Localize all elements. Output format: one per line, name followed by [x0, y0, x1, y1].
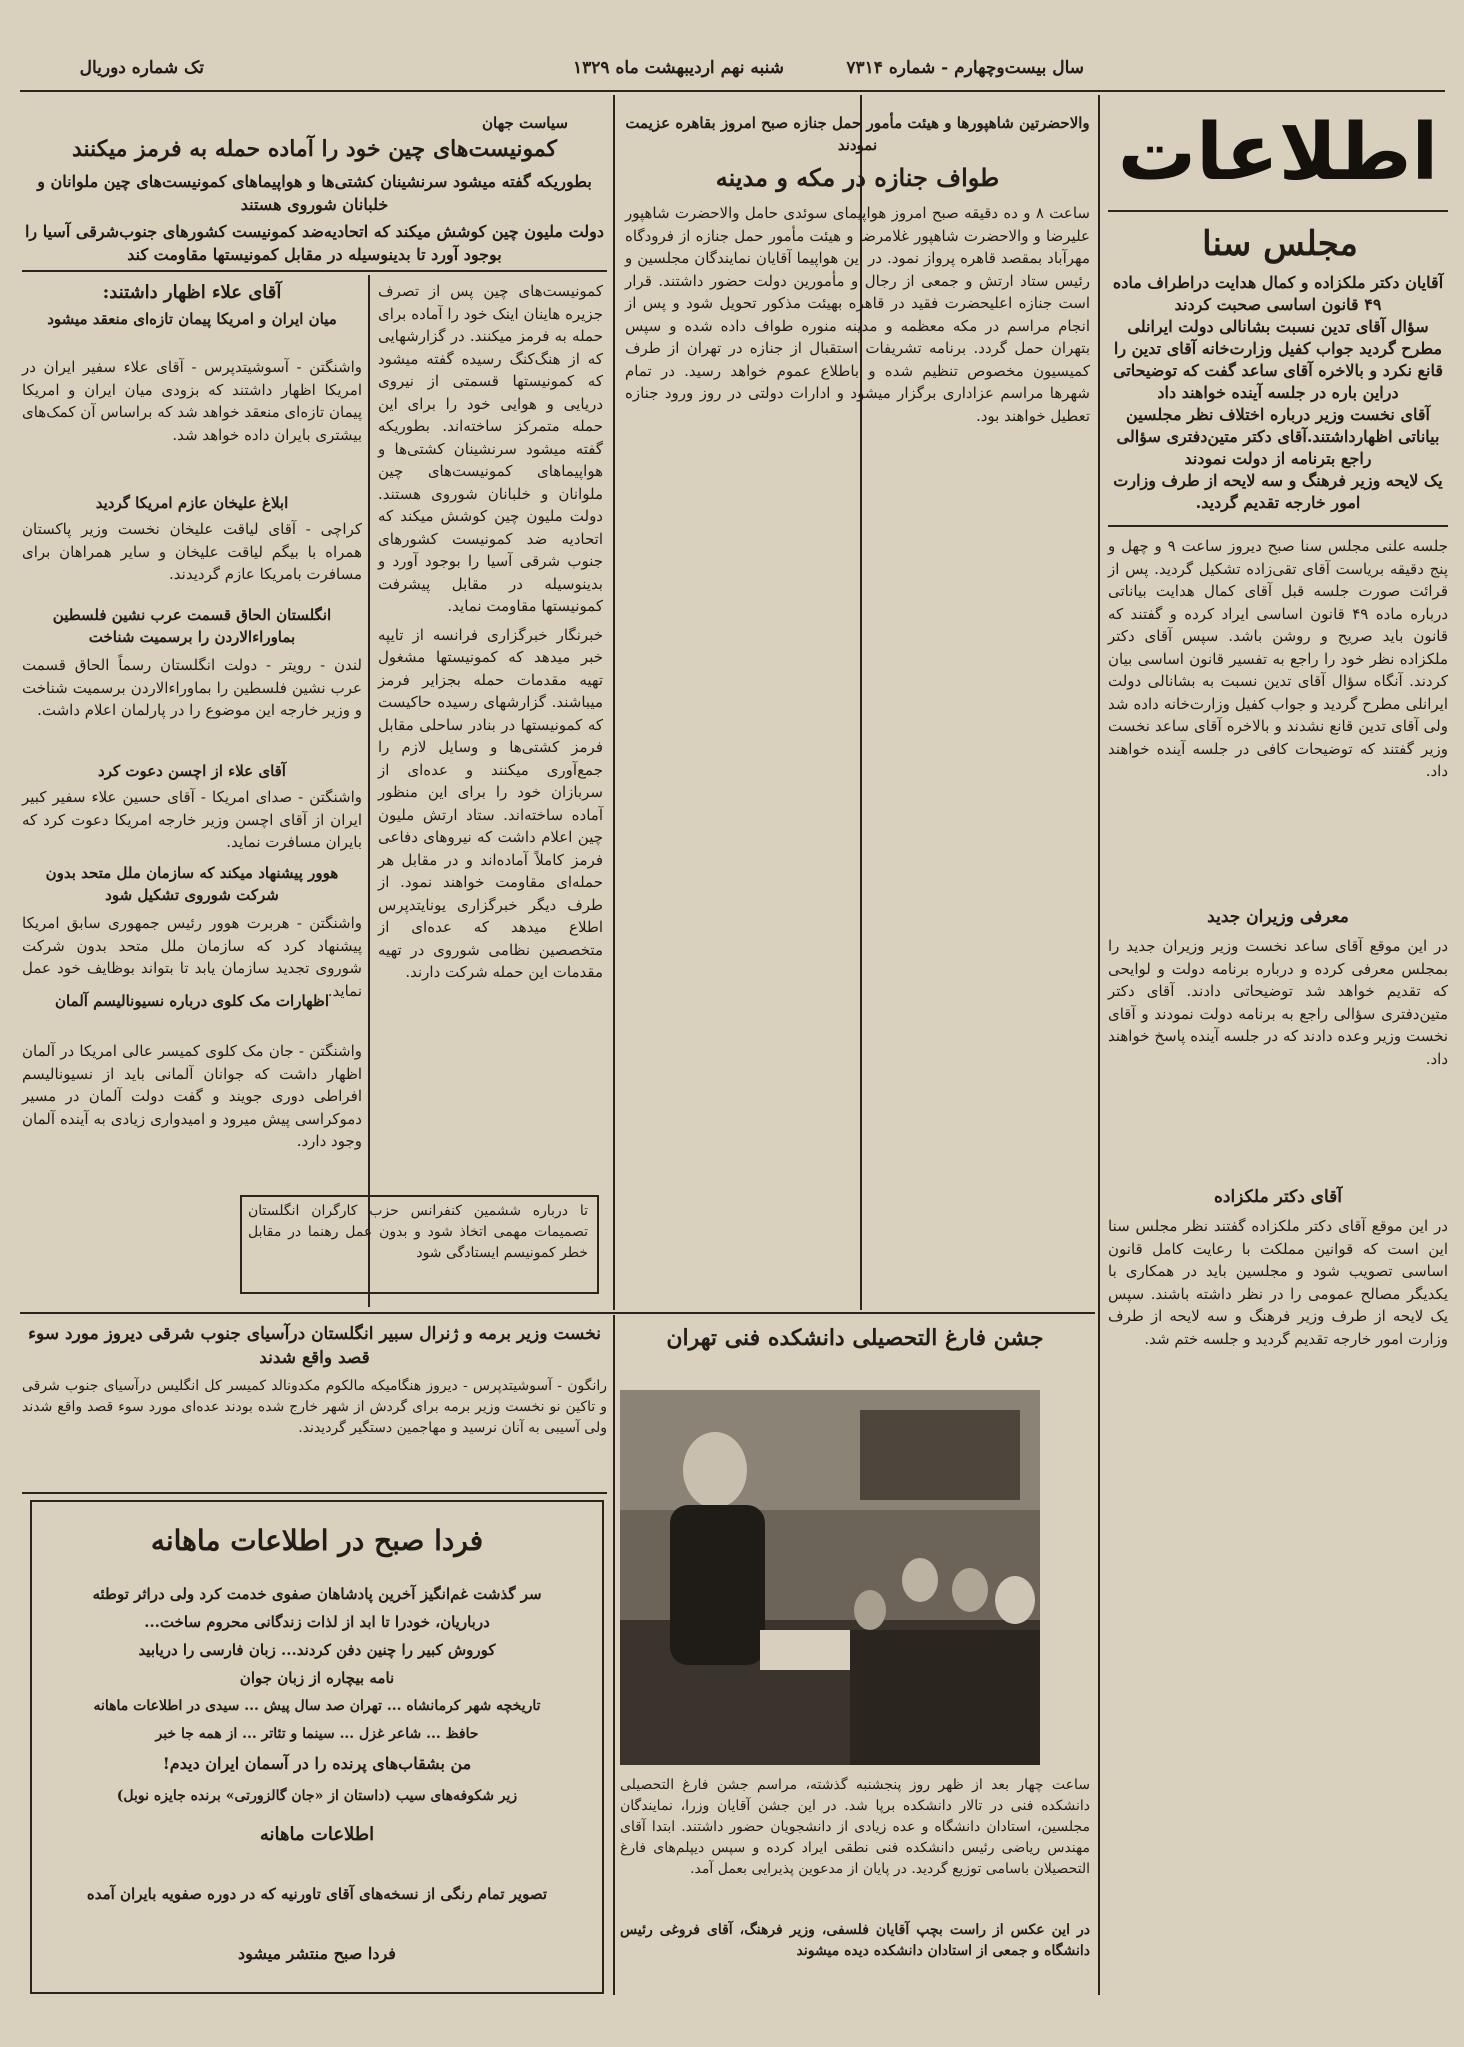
newspaper-logo: اطلاعات — [1117, 108, 1439, 198]
world-body-main — [378, 280, 603, 1300]
senate-lead-line: آقای نخست وزیر درباره اختلاف نظر مجلسین — [1126, 405, 1430, 424]
masthead-price: تک شماره دوریال — [79, 58, 204, 78]
senate-lead-line: مطرح گردید جواب کفیل وزارت‌خانه آقای تدین را — [1113, 339, 1443, 358]
column-divider — [1098, 95, 1100, 1995]
senate-lead-line: راجع بترنامه از دولت نمودند — [1184, 449, 1372, 468]
monthly-line: سر گذشت غم‌انگیز آخرین پادشاهان صفوی خدمت کرد ولی دراثر توطئه — [92, 1585, 542, 1603]
senate-lead-line: سؤال آقای تدین نسبت بشانالی دولت ایرانلی — [1127, 317, 1429, 336]
senate-subhead-ministers: معرفی وزیران جدید — [1207, 907, 1349, 927]
world-deck-two: دولت ملیون چین کوشش میکند که اتحادیه‌ضد کمونیست کشورهای جنوب‌شرقی آسیا را بوجود آورد تا بدینوسیله در مقابل کمونیستها مقاومت کند — [24, 222, 604, 264]
monthly-footer-two: فردا صبح منتشر میشود — [238, 1944, 396, 1963]
monthly-line: کوروش کبیر را چنین دفن کردند... زبان فارسی را دریابید — [138, 1641, 496, 1659]
middle-box — [240, 1195, 599, 1294]
senate-lead-rule — [1108, 525, 1448, 527]
graduation-caption: در این عکس از راست بچپ آقایان فلسفی، وزیر فرهنگ، آقای فروغی رئیس دانشگاه و جمعی از استادان دانشکده دیده میشوند — [620, 1922, 1090, 1959]
senate-body-ministers: در این موقع آقای ساعد نخست وزیر وزیران جدید را بمجلس معرفی کرده و درباره برنامه دولت و لوایحی که تقدیم خواهد شد توضیحاتی دادند. آقای دکتر متین‌دفتری سؤالی راجع به برنامه دولت نمودند و آقای نخست وزیر وعده دادند که در جلسه آینده پاسخ خواهند داد. — [1108, 937, 1448, 1068]
monthly-line: اطلاعات ماهانه — [259, 1824, 375, 1845]
senate-title: مجلس سنا — [1202, 224, 1358, 264]
senate-lead — [1108, 272, 1448, 514]
column-divider — [613, 95, 615, 1310]
senate-body-malekzadeh: در این موقع آقای دکتر ملکزاده گفتند نظر مجلس سنا این است که قوانین مملکت با رعایت کامل قانون اساسی تصویب شود و مجلسین باید در همکاری با یکدیگر مصالح عمومی را در نظر داشته باشند. سپس یک لایحه از طرف وزیر فرهنگ و سه لایحه از طرف وزارت امور خارجه تقدیم گردید و جلسه ختم شد. — [1108, 1217, 1448, 1348]
burma-headline: نخست وزیر برمه و ژنرال سبیر انگلستان درآسیای جنوب شرقی دیروز مورد سوء قصد واقع شدند — [28, 1324, 601, 1368]
world-body-ala: واشنگتن - آسوشیتدپرس - آقای علاء سفیر ایران در امریکا اظهار داشتند که بزودی میان ایران و امریکا پیمان تازه‌ای منعقد خواهد شد که براساس آن کمک‌های بیشتری بایران داده خواهد شد. — [22, 358, 362, 444]
burma-rule — [22, 1492, 607, 1494]
monthly-line: درباریان، خودرا تا ابد از لذات زندگانی محروم ساخت... — [144, 1613, 490, 1631]
world-subhead-palestine: انگلستان الحاق قسمت عرب نشین فلسطین بماوراءالاردن را برسمیت شناخت — [52, 606, 332, 646]
world-section-label: سیاست جهان — [482, 114, 568, 132]
world-subhead-mccloy: اظهارات مک کلوی درباره نسیونالیسم آلمان — [54, 992, 330, 1010]
senate-subhead-malekzadeh: آقای دکتر ملکزاده — [1213, 1187, 1343, 1207]
column-divider — [368, 275, 370, 1307]
world-body-palestine: لندن - رویتر - دولت انگلستان رسماً الحاق قسمت عرب نشین فلسطین را بماوراءالاردن برسمیت شناخت و وزیر خارجه این موضوع را در پارلمان اعلام داشت. — [22, 656, 362, 719]
monthly-ad-box — [30, 1500, 604, 1994]
masthead-date: شنبه نهم اردیبهشت ماه ۱۳۲۹ — [573, 58, 784, 78]
middle-box-text: تا درباره ششمین کنفرانس حزب کارگران انگلستان تصمیمات مهمی اتخاذ شود و بدون عمل رهنما در مقابل خطر کمونیسم ایستادگی شود — [248, 1203, 588, 1261]
world-body-paragraph: کمونیست‌های چین پس از تصرف جزیره هاینان اینک خود را آماده برای حمله به فرمز میکنند. در گزارشهایی که از هنگ‌کنگ رسیده گفته میشود که کمونیستها قسمتی از نیروی دریایی و هوایی خود را برای این حمله متمرکز ساخته‌اند. بطوریکه گفته میشود سرنشینان کشتی‌ها و هواپیماهای کمونیست‌های چین ملوانان و خلبانان شوروی هستند. دولت ملیون چین کوشش میکند که اتحادیه ضد کمونیست کشورهای جنوب شرقی آسیا را بوجود آورد و بدینوسیله در مقابل پیشرفت کمونیستها مقاومت نماید. — [378, 282, 603, 615]
funeral-kicker: والاحضرتین شاهپورها و هیئت مأمور حمل جنازه صبح امروز بقاهره عزیمت نمودند — [625, 114, 1090, 154]
masthead-rule — [20, 90, 1445, 92]
section-rule — [20, 1312, 1095, 1314]
world-body-liaquat: کراچی - آقای لیاقت علیخان نخست وزیر پاکستان همراه با بیگم لیاقت علیخان و سایر همراهان برای مسافرت بامریکا عازم گردیدند. — [22, 520, 362, 583]
monthly-line: تاریخچه شهر کرمانشاه ... تهران صد سال پیش ... سیدی در اطلاعات ماهانه — [93, 1698, 541, 1714]
monthly-line: نامه بیچاره از زبان جوان — [239, 1669, 395, 1687]
senate-body: جلسه علنی مجلس سنا صبح دیروز ساعت ۹ و چهل و پنج دقیقه بریاست آقای تقی‌زاده تشکیل گردید. پس از قرائت صورت جلسه قبل آقای کمال هدایت بیاناتی درباره ماده ۴۹ قانون اساسی ایراد کرده و گفتند که قانون باید صریح و روشن باشد. سپس آقای دکتر ملکزاده نظر خود را راجع به تفسیر قانون اساسی بیان کردند. آنگاه سؤال آقای تدین نسبت به بشانالی دولت ایرانلی مطرح گردید و جواب کفیل وزارت‌خانه داده شد ولی آقای تدین قانع نشدند و بالاخره آقای ساعد نخست وزیر گفتند که توضیحات کافی در جلسه آینده خواهند داد. — [1108, 537, 1449, 780]
world-subhead-hoover: هوور پیشنهاد میکند که سازمان ملل متحد بدون شرکت شوروی تشکیل شود — [45, 864, 339, 904]
world-subhead-pact: میان ایران و امریکا پیمان تازه‌ای منعقد میشود — [47, 310, 337, 328]
senate-lead-line: امور خارجه تقدیم گردید. — [1195, 493, 1361, 512]
graduation-photo-image — [620, 1390, 1040, 1765]
graduation-title: جشن فارغ التحصیلی دانشکده فنی تهران — [666, 1325, 1044, 1351]
world-subhead-liaquat: ابلاغ علیخان عازم امریکا گردید — [95, 494, 289, 512]
senate-lead-line: یک لایحه وزیر فرهنگ و سه لایحه از طرف وزارت — [1113, 471, 1443, 490]
world-body-acheson: واشنگتن - صدای امریکا - آقای حسین علاء سفیر کبیر ایران از آقای اچسن وزیر خارجه امریکا دعوت کرد که بایران مسافرت نماید. — [22, 788, 362, 851]
world-body-hoover: واشنگتن - هربرت هوور رئیس جمهوری سابق امریکا پیشنهاد کرد که سازمان ملل متحد بدون شرکت شوروی تجدید سازمان یابد تا بتواند بوظایف خود عمل نماید. — [22, 914, 362, 1000]
graduation-photo — [620, 1390, 1040, 1765]
senate-lead-line: بیاناتی اظهارداشتند.آقای دکتر متین‌دفتری سؤالی — [1116, 427, 1440, 446]
column-divider — [613, 1315, 615, 1995]
world-body-mccloy: واشنگتن - جان مک کلوی کمیسر عالی امریکا در آلمان اظهار داشت که جوانان آلمانی باید از نسیونالیسم افراطی دوری جویند و گفت دولت آلمان در مسیر دموکراسی پیش میرود و امیدواری زیادی به آینده آلمان وجود دارد. — [22, 1042, 362, 1150]
funeral-title: طواف جنازه در مکه و مدینه — [715, 163, 1000, 192]
monthly-line: حافظ ... شاعر غزل ... سینما و تئاتر ... از همه جا خبر — [155, 1726, 479, 1742]
monthly-title: فردا صبح در اطلاعات ماهانه — [150, 1524, 484, 1557]
world-subhead-acheson: آقای علاء از اچسن دعوت کرد — [98, 762, 286, 780]
burma-body: رانگون - آسوشیتدپرس - دیروز هنگامیکه مالکوم مکدونالد کمیسر کل انگلیس درآسیای جنوب شرقی و تاکین نو نخست وزیر برمه برای گردش از شهر خارج شده بودند عده‌ای مورد سوء قصد واقع شدند ولی آسیبی به آنان نرسید و مهاجمین دستگیر گردیدند. — [22, 1378, 607, 1436]
world-deck: بطوریکه گفته میشود سرنشینان کشتی‌ها و هواپیماهای کمونیست‌های چین ملوانان و خلبانان شوروی هستند — [37, 172, 592, 214]
logo-rule — [1108, 210, 1448, 212]
senate-lead-line: دراین باره در جلسه آینده خواهند داد — [1157, 383, 1399, 402]
world-subhead-ala: آقای علاء اظهار داشتند: — [102, 282, 282, 303]
funeral-body: ساعت ۸ و ده دقیقه صبح امروز هواپیمای سوئدی حامل والاحضرت شاهپور علیرضا و والاحضرت شاهپور غلامرضا و هیئت مأمور حمل جنازه از فرودگاه مهرآباد بمقصد قاهره پرواز نمود. در این هواپیما آقایان نمایندگان مجلسین و رئیس ستاد ارتش و جمعی از رجال و مأمورین دولت حضور داشتند. قرار است جنازه اعلیحضرت فقید در قاهره بهیئت مذکور تحویل شود و پس از انجام مراسم در مکه معظمه و مدینه منوره طواف داده شده و سپس بتهران حمل گردد. برنامه تشریفات استقبال از جنازه در تهران از طرف کمیسیون مخصوص تنظیم شده و باطلاع عموم خواهد رسید. در تمام شهرها مراسم عزاداری برگزار میشود و ادارات دولتی در روز ورود جنازه تعطیل خواهند بود. — [625, 204, 1090, 425]
world-headline: کمونیست‌های چین خود را آماده حمله به فرمز میکنند — [71, 136, 558, 162]
monthly-line: زیر شکوفه‌های سیب (داستان از «جان گالزورتی» برنده جایزه نوبل) — [116, 1788, 518, 1804]
middle-body-paragraph: خبرنگار خبرگزاری فرانسه از تایپه خبر میدهد که کمونیستها مشغول تهیه مقدمات حمله بجزایر فرمز میباشند. گزارشهای رسیده حاکیست که کمونیستها در بنادر ساحلی مقابل فرمز کشتی‌ها و وسایل لازم را جمع‌آوری میکنند و عده‌ای از سربازان خود را برای این منظور آماده ساخته‌اند. ستاد ارتش ملیون چین اعلام داشت که نیروهای دفاعی فرمز کاملاً آماده‌اند و در مقابل هر حمله‌ای مقاومت خواهند نمود. از طرف دیگر خبرگزاری یونایتدپرس اطلاع میدهد که عده‌ای از متخصصین نظامی شوروی در تهیه مقدمات این حمله شرکت دارند. — [378, 625, 603, 981]
masthead-year-issue: سال بیست‌وچهارم - شماره ۷۳۱۴ — [846, 58, 1084, 78]
monthly-line: من بشقاب‌های پرنده را در آسمان ایران دیدم! — [162, 1754, 472, 1773]
world-rule — [22, 270, 607, 272]
senate-lead-line: ۴۹ قانون اساسی صحبت کردند — [1174, 295, 1382, 314]
monthly-footer: تصویر تمام رنگی از نسخه‌های آقای تاورنیه که در دوره صفویه بایران آمده — [86, 1885, 548, 1903]
senate-lead-line: قانع نکرد و بالاخره آقای ساعد گفت که توضیحاتی — [1112, 361, 1444, 380]
graduation-body: ساعت چهار بعد از ظهر روز پنجشنبه گذشته، مراسم جشن فارغ التحصیلی دانشکده فنی در تالار دانشکده برپا شد. در این جشن آقایان وزرا، نمایندگان مجلسین، استادان دانشگاه و عده زیادی از دانشجویان حضور داشتند. ابتدا آقای مهندس ریاضی رئیس دانشکده فنی نطقی ایراد کرده و سپس دیپلم‌های فارغ التحصیلان باسامی توزیع گردید. در پایان از مدعوین پذیرایی بعمل آمد. — [620, 1777, 1090, 1877]
senate-lead-line: آقایان دکتر ملکزاده و کمال هدایت دراطراف ماده — [1112, 273, 1444, 292]
